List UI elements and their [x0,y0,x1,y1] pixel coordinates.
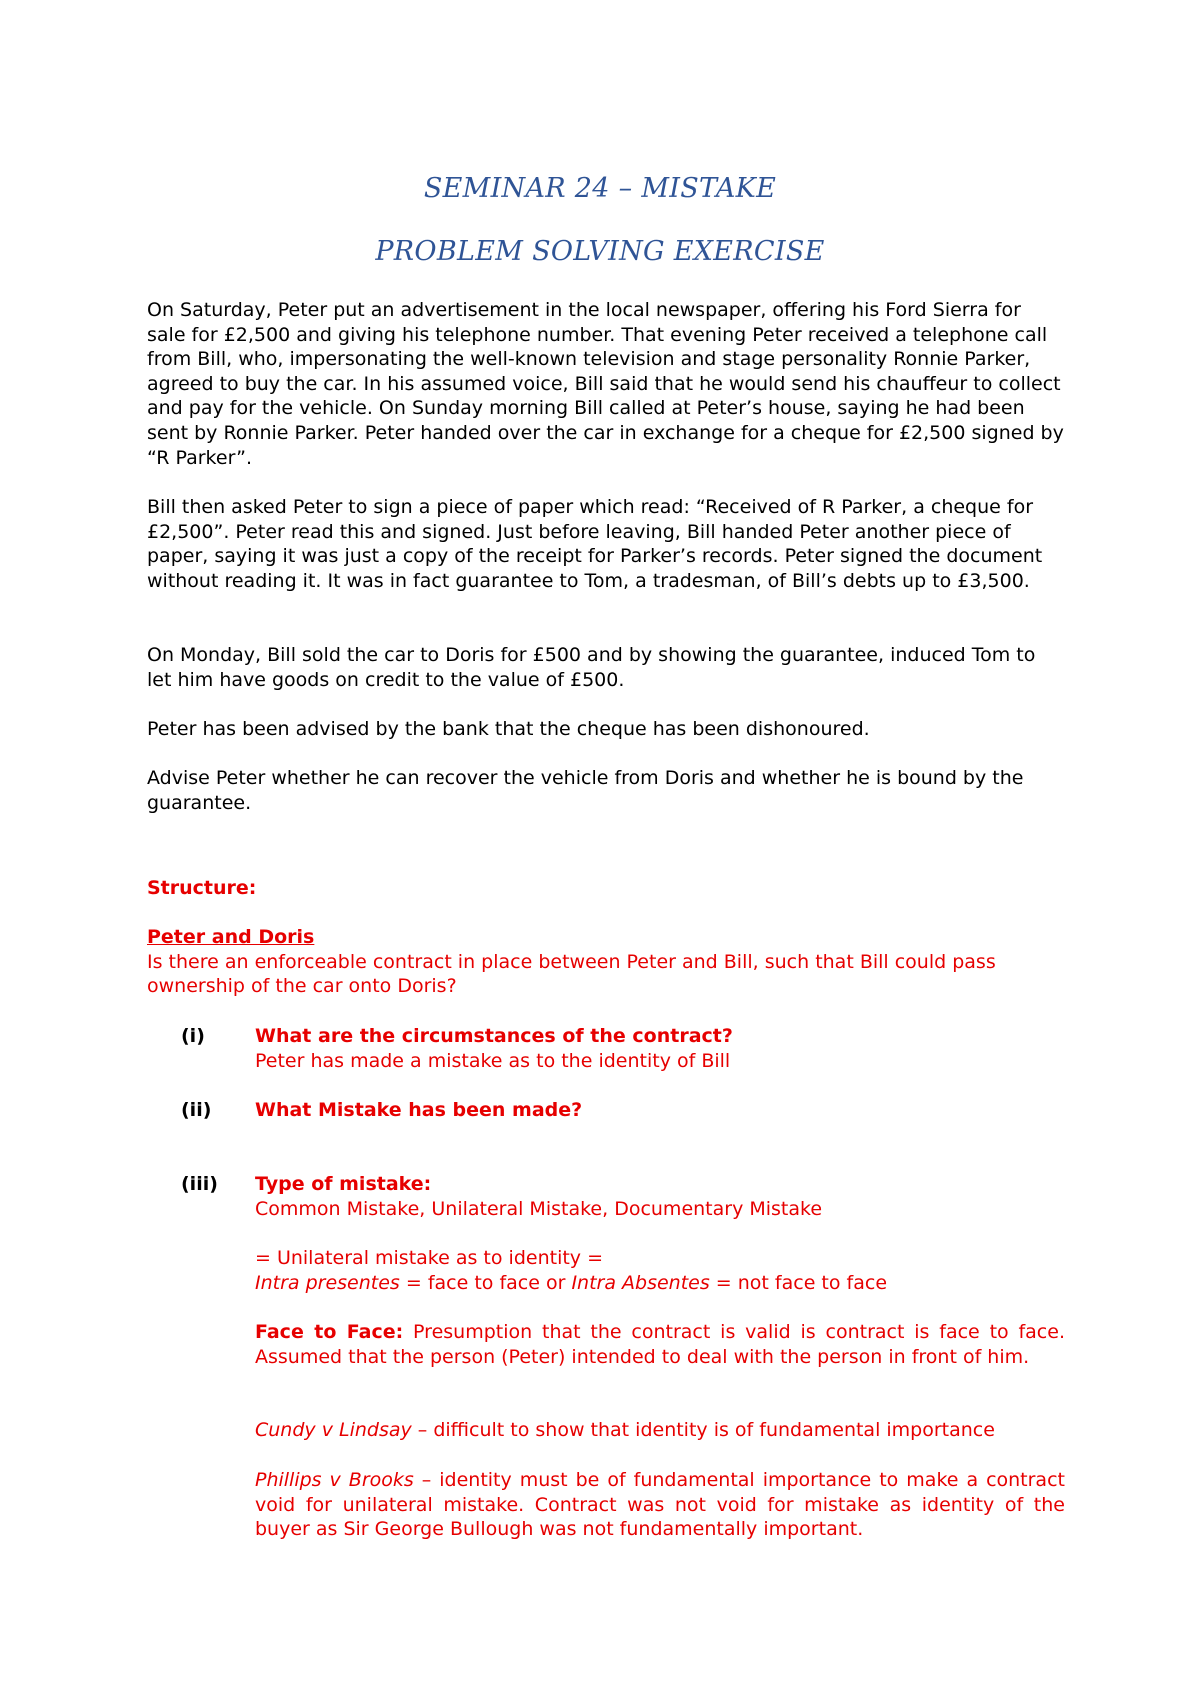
f2f-text: Presumption that the contract is valid is contract is face to face. Assumed that the person (Peter) intended to deal with the person in front of him. [255,1321,1065,1368]
structure-heading: Structure: [147,877,257,899]
phillips-case: Phillips v Brooks [255,1469,414,1491]
intra-presentes: Intra presentes [255,1271,400,1294]
problem-paragraph-5 [147,766,1065,815]
problem-text-5: Advise Peter whether he can recover the vehicle from Doris and whether he is bound by the guarantee. [147,767,1024,814]
identity-notes [255,1246,1065,1295]
item-heading: Type of mistake: [255,1173,432,1195]
item-heading: What Mistake has been made? [255,1099,583,1121]
section-peter-doris [147,925,1065,999]
section-heading: Peter and Doris [147,926,315,948]
cundy-text: – difficult to show that identity is of fundamental importance [411,1419,995,1441]
intra-absentes: Intra Absentes [571,1271,710,1294]
item-1-body [255,1024,1065,1073]
item-number: (i) [181,1025,205,1047]
unilateral-line: = Unilateral mistake as to identity = [255,1247,604,1269]
item-heading: What are the circumstances of the contract? [255,1025,733,1047]
item-3-body [255,1172,1065,1221]
face-eq: = face to face or [399,1271,572,1294]
problem-text-3: On Monday, Bill sold the car to Doris for £500 and by showing the guarantee, induced Tom to let him have goods on credit to the value of £500. [147,644,1036,691]
document-subtitle: PROBLEM SOLVING EXERCISE [375,236,825,267]
presentes-line [255,1271,1065,1296]
item-text: Peter has made a mistake as to the identity of Bill [255,1049,731,1072]
cundy-case: Cundy v Lindsay [255,1419,412,1441]
f2f-label: Face to Face: [255,1321,404,1343]
item-2-body [255,1098,1065,1123]
not-face: = not face to face [709,1271,888,1294]
item-text: Common Mistake, Unilateral Mistake, Documentary Mistake [255,1197,823,1220]
section-question: Is there an enforceable contract in place between Peter and Bill, such that Bill could pass ownership of the car onto Doris? [147,950,996,998]
problem-text-1: On Saturday, Peter put an advertisement in the local newspaper, offering his Ford Sierra for sale for £2,500 and giving his telephone number. That evening Peter received a telephone call from Bill, who, impersonating the well-known television and stage personality Ronnie Parker, agreed to buy the car. In his assumed voice, Bill said that he would send his chauffeur to collect and pay for the vehicle. On Sunday morning Bill called at Peter’s house, saying he had been sent by Ronnie Parker. Peter handed over the car in exchange for a cheque for £2,500 signed by “R Parker”. [147,299,1064,469]
item-number: (iii) [181,1173,218,1195]
problem-paragraph-2 [147,495,1065,593]
problem-paragraph-1 [147,298,1065,470]
item-number: (ii) [181,1099,212,1121]
problem-text-2: Bill then asked Peter to sign a piece of paper which read: “Received of R Parker, a cheque for £2,500”. Peter read this and signed. Just before leaving, Bill handed Peter another piece of paper, saying it was just a copy of the receipt for Parker’s records. Peter signed the document without reading it. It was in fact guarantee to Tom, a tradesman, of Bill’s debts up to £3,500. [147,496,1043,592]
face-to-face-paragraph [255,1320,1065,1369]
document-title: SEMINAR 24 – MISTAKE [423,173,777,204]
problem-text-4: Peter has been advised by the bank that the cheque has been dishonoured. [147,718,870,740]
problem-paragraph-4 [147,717,1065,742]
phillips-text: – identity must be of fundamental importance to make a contract void for unilateral mistake. Contract was not void for mistake as identity of the buyer as Sir George Bullough was not fundamentally important. [255,1469,1065,1541]
cundy-paragraph [255,1418,1065,1443]
problem-paragraph-3 [147,643,1065,692]
phillips-paragraph [255,1468,1065,1542]
